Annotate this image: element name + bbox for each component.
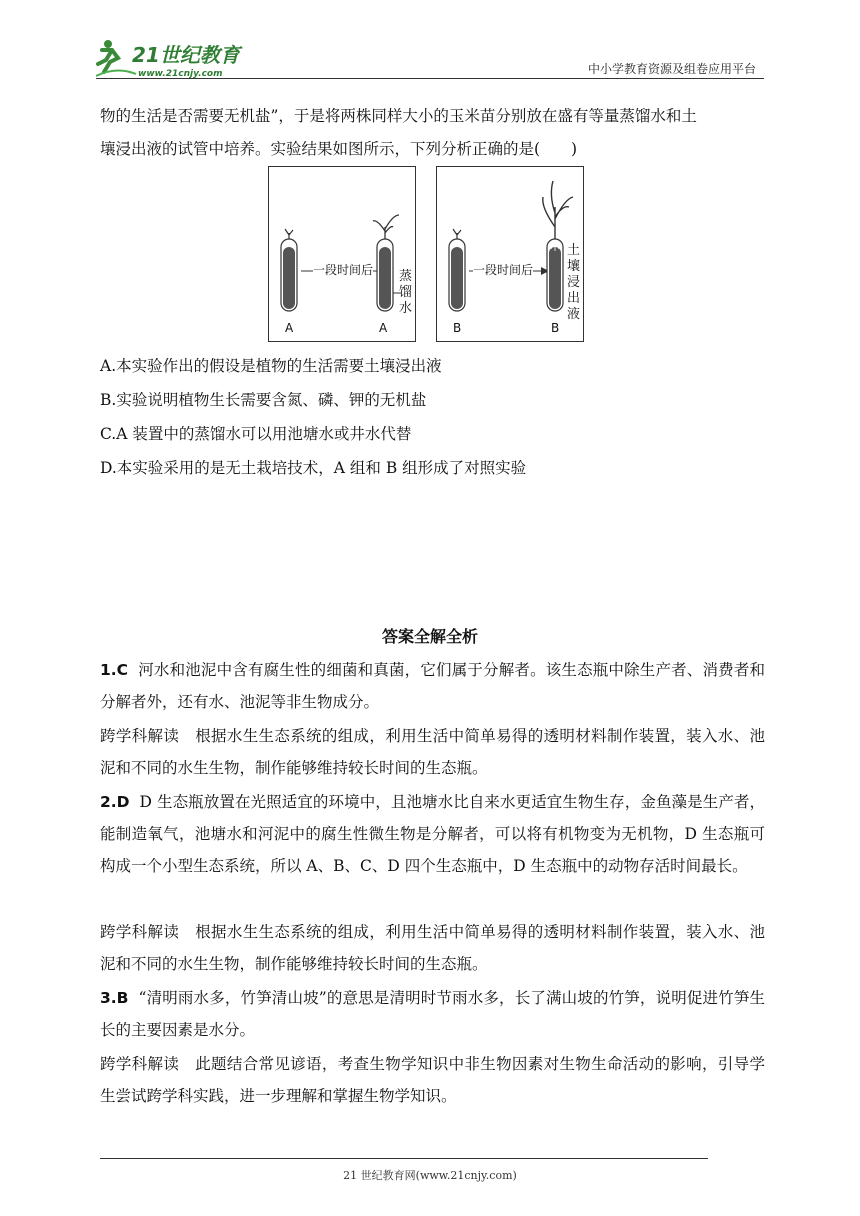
question-line-2: 壤浸出液的试管中培养。实验结果如图所示，下列分析正确的是( ) <box>100 140 578 158</box>
footer-divider <box>100 1158 708 1159</box>
answer-text: 河水和池泥中含有腐生性的细菌和真菌，它们属于分解者。该生态瓶中除生产者、消费者和分解者外，还有水、池泥等非生物成分。 <box>100 661 765 711</box>
answer-3 <box>100 982 765 1046</box>
answer-section-title: 答案全解全析 <box>381 627 478 646</box>
answer-1 <box>100 654 765 718</box>
page-footer: 21 世纪教育网(www.21cnjy.com) <box>343 1169 517 1182</box>
option-d: D.本实验采用的是无土栽培技术，A 组和 B 组形成了对照实验 <box>100 459 527 477</box>
interdisciplinary-label: 跨学科解读 <box>100 727 180 745</box>
tube-label-a-start: A <box>285 321 294 335</box>
platform-name: 中小学教育资源及组卷应用平台 <box>587 62 756 76</box>
option-a: A.本实验作出的假设是植物的生活需要土壤浸出液 <box>100 357 442 375</box>
interdisciplinary-text: 根据水生生态系统的组成，利用生活中简单易得的透明材料制作装置，装入水、池泥和不同的水生生物，制作能够维持较长时间的生态瓶。 <box>100 727 765 777</box>
interdisciplinary-label: 跨学科解读 <box>100 1055 180 1073</box>
experiment-figure <box>268 166 588 344</box>
page-header <box>96 28 764 80</box>
answer-text: “清明雨水多，竹笋清山坡”的意思是清明时节雨水多，长了满山坡的竹笋，说明促进竹笋生长的主要因素是水分。 <box>100 989 765 1039</box>
tube-label-b-start: B <box>453 321 462 335</box>
arrow-label-b: 一段时间后 <box>473 263 534 277</box>
answer-number: 3.B <box>100 989 129 1007</box>
answer-1-interdisciplinary <box>100 720 765 784</box>
panel-a <box>268 166 416 342</box>
answer-number: 1.C <box>100 661 129 679</box>
tube-label-b-end: B <box>551 321 560 335</box>
option-b: B.实验说明植物生长需要含氮、磷、钾的无机盐 <box>100 391 427 409</box>
liquid-label-distilled-water: 蒸 馏 水 <box>399 269 413 316</box>
interdisciplinary-text: 根据水生生态系统的组成，利用生活中简单易得的透明材料制作装置，装入水、池泥和不同的水生生物，制作能够维持较长时间的生态瓶。 <box>100 923 765 973</box>
svg-text:21世纪教育: 21世纪教育 <box>132 43 240 67</box>
answer-3-interdisciplinary <box>100 1048 765 1112</box>
tube-label-a-end: A <box>379 321 388 335</box>
answer-number: 2.D <box>100 793 130 811</box>
option-c: C.A 装置中的蒸馏水可以用池塘水或井水代替 <box>100 425 412 443</box>
answer-2 <box>100 786 765 882</box>
liquid-label-soil-extract: 土 壤 浸 出 液 <box>567 243 581 322</box>
runner-logo-icon <box>96 36 266 80</box>
panel-b <box>436 166 584 342</box>
header-divider <box>96 78 764 79</box>
interdisciplinary-text: 此题结合常见谚语，考查生物学知识中非生物因素对生物生命活动的影响，引导学生尝试跨学科实践，进一步理解和掌握生物学知识。 <box>100 1055 765 1105</box>
interdisciplinary-label: 跨学科解读 <box>100 923 180 941</box>
arrow-label-a: 一段时间后 <box>313 263 374 277</box>
site-logo <box>96 36 266 80</box>
svg-text:www.21cnjy.com: www.21cnjy.com <box>138 69 223 79</box>
question-line-1: 物的生活是否需要无机盐”，于是将两株同样大小的玉米苗分别放在盛有等量蒸馏水和土 <box>100 107 697 125</box>
answer-text: D 生态瓶放置在光照适宜的环境中，且池塘水比自来水更适宜生物生存，金鱼藻是生产者，能制造氧气，池塘水和河泥中的腐生性微生物是分解者，可以将有机物变为无机物，D 生态瓶可构成一个小型生态系统，所以 A、B、C、D 四个生态瓶中，D 生态瓶中的动物存活时间最长。 <box>100 793 765 875</box>
answer-2-interdisciplinary <box>100 916 765 980</box>
